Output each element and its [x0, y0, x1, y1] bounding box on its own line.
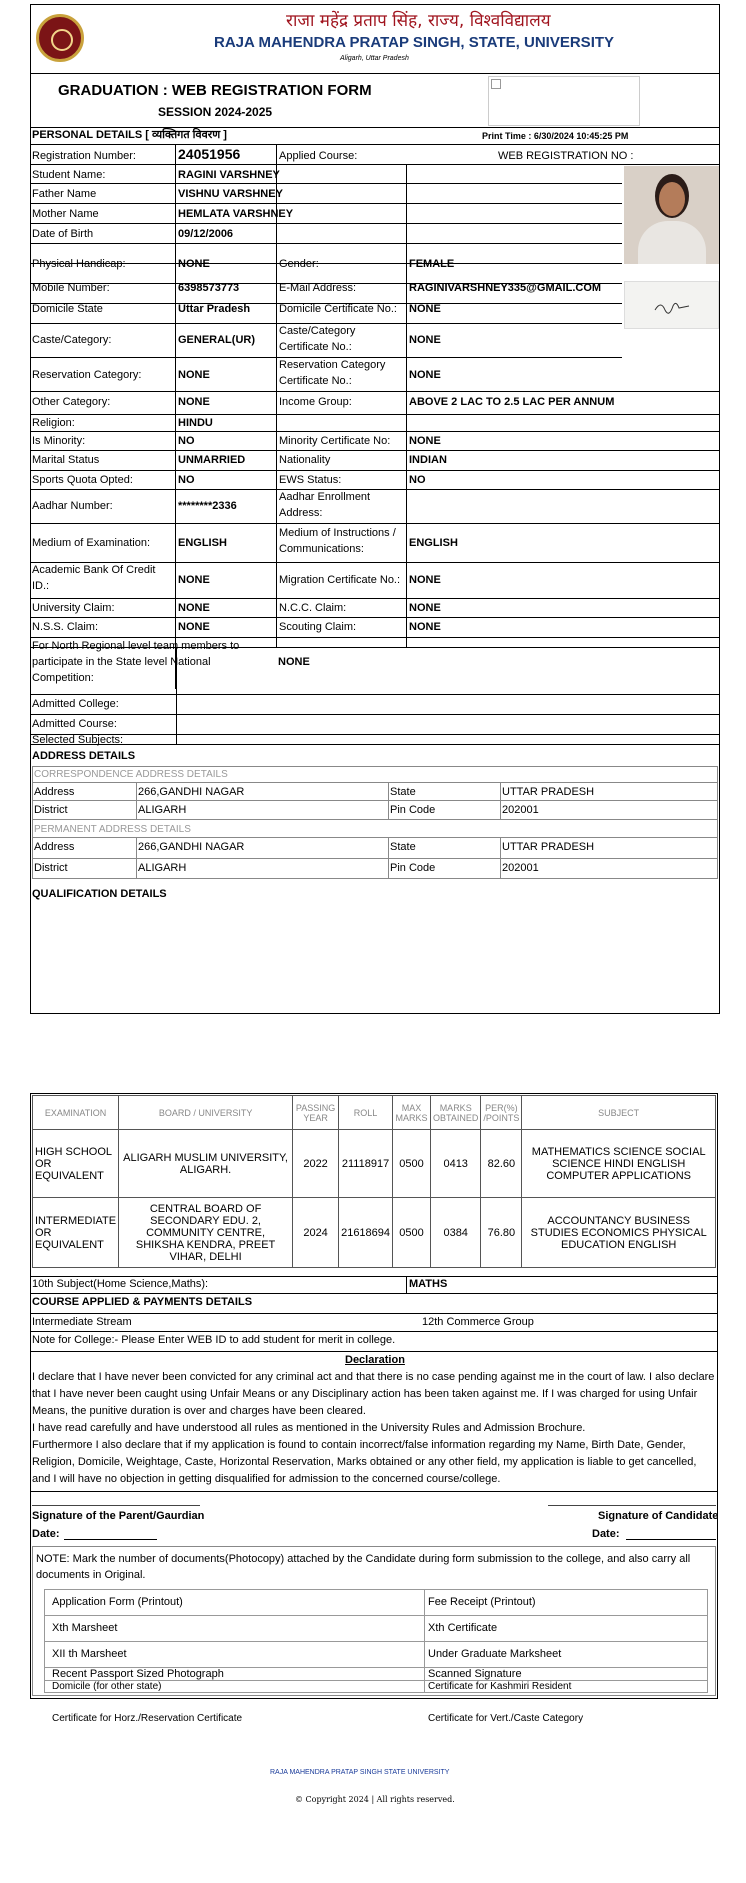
doc-ug-marksheet: Under Graduate Marksheet — [428, 1648, 562, 1660]
domicile-value: Uttar Pradesh — [178, 303, 251, 315]
signature-scribble — [625, 282, 720, 330]
perm-address-value: 266,GANDHI NAGAR — [138, 841, 245, 853]
form-session: SESSION 2024-2025 — [158, 105, 273, 119]
perm-pin-value: 202001 — [502, 862, 539, 874]
english-university-title: RAJA MAHENDRA PRATAP SINGH, STATE, UNIVERSITY — [214, 34, 615, 51]
doc-xii-marksheet: XII th Marsheet — [52, 1648, 127, 1660]
aadhar-value: ********2336 — [178, 500, 237, 512]
sports-value: NO — [178, 474, 195, 486]
broken-image-icon — [491, 79, 501, 89]
mobile-label: Mobile Number: — [32, 282, 110, 294]
max-cell: 0500 — [393, 1198, 431, 1268]
personal-details-heading: PERSONAL DETAILS [ व्यक्तिगत विवरण ] — [32, 129, 227, 141]
university-logo — [36, 14, 84, 62]
doc-fee-receipt: Fee Receipt (Printout) — [428, 1596, 536, 1608]
reservation-cert-label-1: Reservation Category — [279, 359, 386, 371]
north-regional-label-2: participate in the State level National — [32, 656, 211, 668]
dob-label: Date of Birth — [32, 228, 94, 240]
marital-label: Marital Status — [32, 454, 100, 466]
address-heading: ADDRESS DETAILS — [32, 750, 136, 762]
university-city: Aligarh, Uttar Pradesh — [340, 55, 409, 62]
percentage-cell: 76.80 — [481, 1198, 522, 1268]
medium-label: Medium of Examination: — [32, 537, 150, 549]
reservation-label: Reservation Category: — [32, 369, 142, 381]
print-time: Print Time : 6/30/2024 10:45:25 PM — [482, 131, 629, 141]
admitted-course-label: Admitted Course: — [32, 718, 117, 730]
corr-address-label: Address — [34, 786, 75, 798]
admitted-college-label: Admitted College: — [32, 698, 119, 710]
candidate-date-label: Date: — [592, 1528, 620, 1540]
doc-passport-photo: Recent Passport Sized Photograph — [52, 1668, 224, 1680]
percentage-cell: 82.60 — [481, 1130, 522, 1198]
tenth-subject-value: MATHS — [409, 1278, 448, 1290]
student-name-value: RAGINI VARSHNEY — [178, 169, 280, 181]
caste-cert-value: NONE — [409, 334, 441, 346]
correspondence-heading: CORRESPONDENCE ADDRESS DETAILS — [34, 769, 228, 780]
col-board: BOARD / UNIVERSITY — [119, 1096, 293, 1130]
reg-number-value: 24051956 — [178, 146, 241, 162]
domicile-cert-label: Domicile Certificate No.: — [279, 303, 397, 315]
doc-vert-caste: Certificate for Vert./Caste Category — [428, 1713, 584, 1724]
perm-address-label: Address — [34, 841, 75, 853]
dob-value: 09/12/2006 — [178, 228, 234, 240]
ncc-label: N.C.C. Claim: — [279, 602, 347, 614]
income-label: Income Group: — [279, 396, 352, 408]
university-claim-label: University Claim: — [32, 602, 115, 614]
caste-cert-label-1: Caste/Category — [279, 325, 356, 337]
declaration-heading: Declaration — [345, 1354, 405, 1366]
year-cell: 2024 — [293, 1198, 339, 1268]
north-regional-label-1: For North Regional level team members to — [32, 640, 240, 652]
doc-domicile: Domicile (for other state) — [52, 1681, 162, 1692]
nss-label: N.S.S. Claim: — [32, 621, 99, 633]
table-row — [33, 1198, 716, 1268]
candidate-signature-label: Signature of Candidate — [598, 1510, 719, 1522]
col-max-marks: MAX MARKS — [393, 1096, 431, 1130]
col-passing-year: PASSING YEAR — [293, 1096, 339, 1130]
col-marks-obtained: MARKS OBTAINED — [431, 1096, 481, 1130]
group-value: 12th Commerce Group — [422, 1316, 534, 1328]
abc-label-2: ID.: — [32, 580, 50, 592]
handicap-label: Physical Handicap: — [32, 258, 126, 270]
abc-value: NONE — [178, 574, 210, 586]
corr-district-label: District — [34, 804, 68, 816]
minority-value: NO — [178, 435, 195, 447]
migration-label: Migration Certificate No.: — [279, 574, 401, 586]
minority-cert-value: NONE — [409, 435, 441, 447]
email-value: RAGINIVARSHNEY335@GMAIL.COM — [409, 282, 602, 294]
perm-state-label: State — [390, 841, 416, 853]
corr-pin-value: 202001 — [502, 804, 539, 816]
other-category-label: Other Category: — [32, 396, 111, 408]
tenth-subject-label: 10th Subject(Home Science,Maths): — [32, 1278, 209, 1290]
student-signature — [624, 281, 719, 329]
doc-xth-marksheet: Xth Marsheet — [52, 1622, 118, 1634]
corr-pin-label: Pin Code — [390, 804, 436, 816]
doc-kashmiri-resident: Certificate for Kashmiri Resident — [428, 1681, 572, 1692]
exam-cell: INTERMEDIATE OR EQUIVALENT — [33, 1198, 119, 1268]
col-percentage: PER(%) /POINTS — [481, 1096, 522, 1130]
aadhar-enrol-label-1: Aadhar Enrollment — [279, 491, 371, 503]
selected-subjects-label: Selected Subjects: — [32, 734, 124, 746]
footer-university: RAJA MAHENDRA PRATAP SINGH STATE UNIVERSITY — [270, 1769, 450, 1776]
col-subject: SUBJECT — [522, 1096, 716, 1130]
parent-date-label: Date: — [32, 1528, 60, 1540]
ncc-value: NONE — [409, 602, 441, 614]
form-title: GRADUATION : WEB REGISTRATION FORM — [58, 82, 372, 99]
aadhar-enrol-label-2: Address: — [279, 507, 323, 519]
marital-value: UNMARRIED — [178, 454, 246, 466]
doc-horz-reservation: Certificate for Horz./Reservation Certificate — [52, 1713, 243, 1724]
ews-value: NO — [409, 474, 426, 486]
north-regional-value: NONE — [278, 656, 310, 668]
caste-value: GENERAL(UR) — [178, 334, 255, 346]
medium-value: ENGLISH — [178, 537, 227, 549]
scouting-value: NONE — [409, 621, 441, 633]
roll-cell: 21618694 — [339, 1198, 393, 1268]
declaration-para-1: I declare that I have never been convicted for any criminal act and that there is no case pending against me in the court of law. I also declare that I have never been caught using Unfair Means or any Disciplinary action has been taken against me. If I was charged for using Unfair Means, the punitive duration is over and charges have been cleared. — [32, 1371, 715, 1417]
migration-value: NONE — [409, 574, 441, 586]
course-heading: COURSE APPLIED & PAYMENTS DETAILS — [32, 1296, 253, 1308]
table-row — [33, 1130, 716, 1198]
declaration-para-2: I have read carefully and have understood all rules as mentioned in the University Rules and Admission Brochure. — [32, 1422, 586, 1434]
nationality-value: INDIAN — [409, 454, 447, 466]
nationality-label: Nationality — [279, 454, 331, 466]
mother-name-label: Mother Name — [32, 208, 99, 220]
instruction-label-1: Medium of Instructions / — [279, 527, 396, 539]
father-name-label: Father Name — [32, 188, 97, 200]
web-registration-label: WEB REGISTRATION NO : — [498, 150, 634, 162]
reservation-cert-label-2: Certificate No.: — [279, 375, 352, 387]
minority-label: Is Minority: — [32, 435, 86, 447]
subject-cell: ACCOUNTANCY BUSINESS STUDIES ECONOMICS PHYSICAL EDUCATION ENGLISH — [522, 1198, 716, 1268]
mobile-value: 6398573773 — [178, 282, 240, 294]
sports-label: Sports Quota Opted: — [32, 474, 133, 486]
declaration-para-3: Furthermore I also declare that if my application is found to contain incorrect/false information regarding my Name, Birth Date, Gender, Religion, Domicile, Weightage, Caste, Horizontal Reservation, Marks obtained or any other field, my application is liable to get cancelled, and I will have no objection in getting disqualified for admission to the concerned course/college. — [32, 1439, 697, 1485]
domicile-label: Domicile State — [32, 303, 103, 315]
corr-state-label: State — [390, 786, 416, 798]
student-photo — [624, 166, 719, 264]
doc-application-form: Application Form (Printout) — [52, 1596, 183, 1608]
doc-scanned-signature: Scanned Signature — [428, 1668, 522, 1680]
email-label: E-Mail Address: — [279, 282, 357, 294]
gender-label: Gender: — [279, 258, 319, 270]
handicap-value: NONE — [178, 258, 210, 270]
north-regional-label-3: Competition: — [32, 672, 94, 684]
footer-copyright: © Copyright 2024 | All rights reserved. — [295, 1795, 455, 1804]
obtained-cell: 0384 — [431, 1198, 481, 1268]
barcode-image-placeholder — [488, 76, 640, 126]
doc-xth-certificate: Xth Certificate — [428, 1622, 498, 1634]
caste-label: Caste/Category: — [32, 334, 112, 346]
nss-value: NONE — [178, 621, 210, 633]
exam-cell: HIGH SCHOOL OR EQUIVALENT — [33, 1130, 119, 1198]
income-value: ABOVE 2 LAC TO 2.5 LAC PER ANNUM — [409, 396, 615, 408]
gender-value: FEMALE — [409, 258, 455, 270]
religion-label: Religion: — [32, 417, 75, 429]
qualification-heading: QUALIFICATION DETAILS — [32, 888, 167, 900]
stream-label: Intermediate Stream — [32, 1316, 132, 1328]
reg-number-label: Registration Number: — [32, 150, 136, 162]
ews-label: EWS Status: — [279, 474, 342, 486]
board-cell: ALIGARH MUSLIM UNIVERSITY, ALIGARH. — [119, 1130, 293, 1198]
scouting-label: Scouting Claim: — [279, 621, 357, 633]
obtained-cell: 0413 — [431, 1130, 481, 1198]
mother-name-value: HEMLATA VARSHNEY — [178, 208, 294, 220]
instruction-label-2: Communications: — [279, 543, 364, 555]
max-cell: 0500 — [393, 1130, 431, 1198]
father-name-value: VISHNU VARSHNEY — [178, 188, 283, 200]
perm-district-label: District — [34, 862, 68, 874]
documents-note: NOTE: Mark the number of documents(Photocopy) attached by the Candidate during form submission to the college, and also carry all documents in Original. — [36, 1553, 691, 1581]
qualification-table — [32, 1095, 716, 1268]
year-cell: 2022 — [293, 1130, 339, 1198]
corr-district-value: ALIGARH — [138, 804, 187, 816]
other-category-value: NONE — [178, 396, 210, 408]
reservation-value: NONE — [178, 369, 210, 381]
domicile-cert-value: NONE — [409, 303, 441, 315]
applied-course-label: Applied Course: — [279, 150, 358, 162]
col-roll: ROLL — [339, 1096, 393, 1130]
caste-cert-label-2: Certificate No.: — [279, 341, 352, 353]
reservation-cert-value: NONE — [409, 369, 441, 381]
student-name-label: Student Name: — [32, 169, 106, 181]
board-cell: CENTRAL BOARD OF SECONDARY EDU. 2, COMMUNITY CENTRE, SHIKSHA KENDRA, PREET VIHAR, DELHI — [119, 1198, 293, 1268]
col-examination: EXAMINATION — [33, 1096, 119, 1130]
college-note: Note for College:- Please Enter WEB ID to add student for merit in college. — [32, 1334, 396, 1346]
subject-cell: MATHEMATICS SCIENCE SOCIAL SCIENCE HINDI ENGLISH COMPUTER APPLICATIONS — [522, 1130, 716, 1198]
hindi-university-title: राजा महेंद्र प्रताप सिंह, राज्य, विश्वविद्यालय — [286, 11, 551, 31]
corr-address-value: 266,GANDHI NAGAR — [138, 786, 245, 798]
permanent-heading: PERMANENT ADDRESS DETAILS — [34, 824, 191, 835]
parent-signature-label: Signature of the Parent/Gaurdian — [32, 1510, 205, 1522]
roll-cell: 21118917 — [339, 1130, 393, 1198]
religion-value: HINDU — [178, 417, 213, 429]
perm-district-value: ALIGARH — [138, 862, 187, 874]
aadhar-label: Aadhar Number: — [32, 500, 113, 512]
perm-state-value: UTTAR PRADESH — [502, 841, 595, 853]
minority-cert-label: Minority Certificate No: — [279, 435, 391, 447]
university-claim-value: NONE — [178, 602, 210, 614]
perm-pin-label: Pin Code — [390, 862, 436, 874]
instruction-value: ENGLISH — [409, 537, 458, 549]
abc-label-1: Academic Bank Of Credit — [32, 564, 156, 576]
corr-state-value: UTTAR PRADESH — [502, 786, 595, 798]
